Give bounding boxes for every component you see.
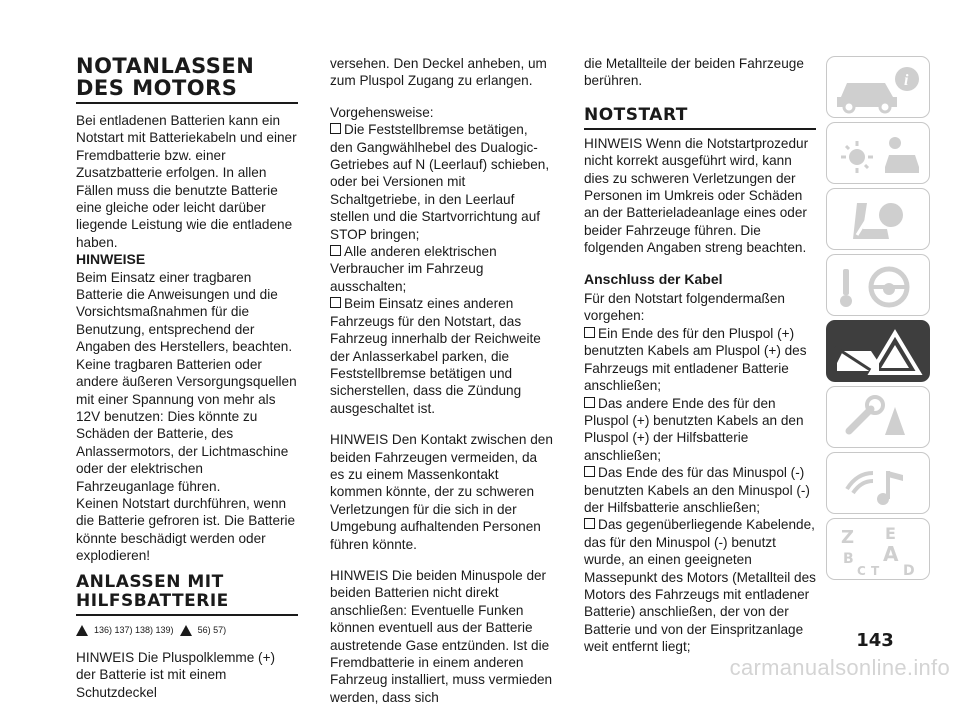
bullet-square-icon bbox=[584, 327, 595, 338]
paragraph: HINWEIS Den Kontakt zwischen den beiden Fahrzeugen vermeiden, da es zu einem Massenkontakt kommen könnte, der zu schweren Verletzungen für die sich in der Umgebung aufhaltenden Personen führen könnte. bbox=[330, 432, 553, 552]
paragraph: Bei entladenen Batterien kann ein Notstart mit Batteriekabeln und einer Fremdbatterie bzw. einer Zusatzbatterie erfolgen. In allen Fällen muss die benutzte Batterie eine gleiche oder leicht darüber liegende Leistung wie die entladene haben. bbox=[76, 113, 297, 250]
airbag-seat-icon bbox=[827, 189, 930, 250]
index-letter-e: E bbox=[885, 524, 896, 543]
tab-dashboard[interactable] bbox=[826, 122, 930, 184]
paragraph: Vorgehensweise: bbox=[330, 104, 434, 120]
bullet-item: Das Ende des für das Minuspol (-) benutzten Kabels an den Minuspol (-) der Hilfsbatterie anschließen; bbox=[584, 465, 810, 515]
bullet-item: Die Feststellbremse betätigen, den Gangwählhebel des Dualogic-Getriebes auf N (Leerlauf) schieben, oder bei Versionen mit Schaltgetriebe, in den Leerlauf stellen und die Startvorrichtung auf STOP bringen; bbox=[330, 122, 550, 242]
caution-refs-text: 56) 57) bbox=[197, 624, 227, 635]
index-letter-d: D bbox=[903, 563, 915, 579]
tab-car-info[interactable] bbox=[826, 56, 930, 118]
tab-starting-driving[interactable] bbox=[826, 254, 930, 316]
section-title-notstart: NOTSTART bbox=[584, 106, 816, 130]
bullet-square-icon bbox=[330, 123, 341, 134]
bullet-square-icon bbox=[330, 297, 341, 308]
breakdown-warning-icon bbox=[827, 321, 930, 382]
index-letter-a: A bbox=[883, 542, 899, 566]
index-letter-c: C bbox=[857, 564, 866, 578]
bullet-square-icon bbox=[330, 245, 341, 256]
bullet-square-icon bbox=[584, 518, 595, 529]
watermark: carmanualsonline.info bbox=[729, 655, 950, 680]
tab-multimedia[interactable] bbox=[826, 452, 930, 514]
maintenance-tools-icon bbox=[827, 387, 930, 448]
paragraph: Keine tragbaren Batterien oder andere äußeren Versorgungsquellen mit einer Spannung von mehr als 12V benutzen: Dies könnte zu Schäden der Batterie, des Anlassermotors, der Lichtmaschine oder der elektrischen Fahrzeuganlage führen. bbox=[76, 356, 297, 494]
tab-maintenance[interactable] bbox=[826, 386, 930, 448]
caution-triangle-icon bbox=[180, 625, 192, 636]
section-title-hilfsbatterie: ANLASSEN MIT HILFSBATTERIE bbox=[76, 573, 298, 616]
tab-emergency[interactable] bbox=[826, 320, 930, 382]
bullet-item: Beim Einsatz eines anderen Fahrzeugs für den Notstart, das Fahrzeug innerhalb der Reichweite der Anlasserkabel parken, die Feststellbremse betätigen und sicherstellen, dass die Zündung ausgeschaltet ist. bbox=[330, 296, 541, 416]
bullet-item: Das andere Ende des für den Pluspol (+) benutzten Kabels an den Pluspol (+) der Hilfsbatterie anschließen; bbox=[584, 395, 804, 463]
index-letter-z: Z bbox=[841, 527, 855, 548]
bullet-square-icon bbox=[584, 466, 595, 477]
subheading-hinweise: HINWEISE bbox=[76, 251, 146, 268]
paragraph: HINWEIS Die beiden Minuspole der beiden Batterien nicht direkt anschließen: Eventuelle Funken können eventuell aus der Batterie austretende Gase entzünden. Ist die Fremdbatterie in einem anderen Fahrzeug installiert, muss vermieden werden, dass sich bbox=[330, 567, 553, 705]
page-number: 143 bbox=[856, 630, 894, 651]
dashboard-lights-icon bbox=[827, 123, 930, 184]
svg-text:i: i bbox=[904, 72, 909, 89]
paragraph: HINWEIS Wenn die Notstartprozedur nicht korrekt ausgeführt wird, kann dies zu schweren Verletzungen der Personen im Umkreis oder Schäden an der Batterieladeanlage eines oder beider Fahrzeuge führen. Die folgenden Angaben streng beachten. bbox=[584, 135, 809, 256]
bullet-item: Ein Ende des für den Pluspol (+) benutzten Kabels am Pluspol (+) des Fahrzeugs mit entladener Batterie anschließen; bbox=[584, 325, 807, 394]
subheading-anschluss: Anschluss der Kabel bbox=[584, 270, 723, 287]
tab-safety[interactable] bbox=[826, 188, 930, 250]
index-letters-icon bbox=[827, 519, 930, 580]
column-2 bbox=[330, 55, 554, 706]
paragraph: die Metallteile der beiden Fahrzeuge berühren. bbox=[584, 56, 804, 89]
warning-references bbox=[76, 622, 298, 639]
column-3 bbox=[584, 55, 816, 656]
bullet-item: Alle anderen elektrischen Verbraucher im Fahrzeug ausschalten; bbox=[330, 244, 497, 294]
bullet-square-icon bbox=[584, 397, 595, 408]
warning-triangle-icon bbox=[76, 625, 88, 636]
section-title-notanlassen: NOTANLASSEN DES MOTORS bbox=[76, 55, 298, 104]
multimedia-music-icon bbox=[827, 453, 930, 514]
paragraph: Keinen Notstart durchführen, wenn die Batterie gefroren ist. Die Batterie könnte beschädigt werden oder explodieren! bbox=[76, 495, 296, 564]
index-letter-t: T bbox=[871, 564, 880, 578]
car-info-icon bbox=[827, 57, 930, 118]
key-steering-wheel-icon bbox=[827, 255, 930, 316]
paragraph: Für den Notstart folgendermaßen vorgehen: bbox=[584, 291, 785, 324]
tab-index[interactable] bbox=[826, 518, 930, 580]
bullet-item: Das gegenüberliegende Kabelende, das für den Minuspol (-) benutzt wurde, an einen geeigneten Massepunkt des Motors (Metallteil des Motors des Fahrzeugs mit entladener Batterie) anschließen, der von der Batterie und von der Einspritzanlage weit entfernt liegt; bbox=[584, 517, 816, 655]
index-letter-b: B bbox=[843, 551, 854, 567]
warning-refs-text: 136) 137) 138) 139) bbox=[94, 624, 174, 635]
column-1 bbox=[76, 55, 298, 701]
paragraph: HINWEIS Die Pluspolklemme (+) der Batterie ist mit einem Schutzdeckel bbox=[76, 649, 276, 700]
paragraph: versehen. Den Deckel anheben, um zum Pluspol Zugang zu erlangen. bbox=[330, 56, 547, 89]
paragraph: Beim Einsatz einer tragbaren Batterie die Anweisungen und die Vorsichtsmaßnahmen für die Benutzung, entsprechend der Angaben des Herstellers, beachten. bbox=[76, 269, 293, 355]
